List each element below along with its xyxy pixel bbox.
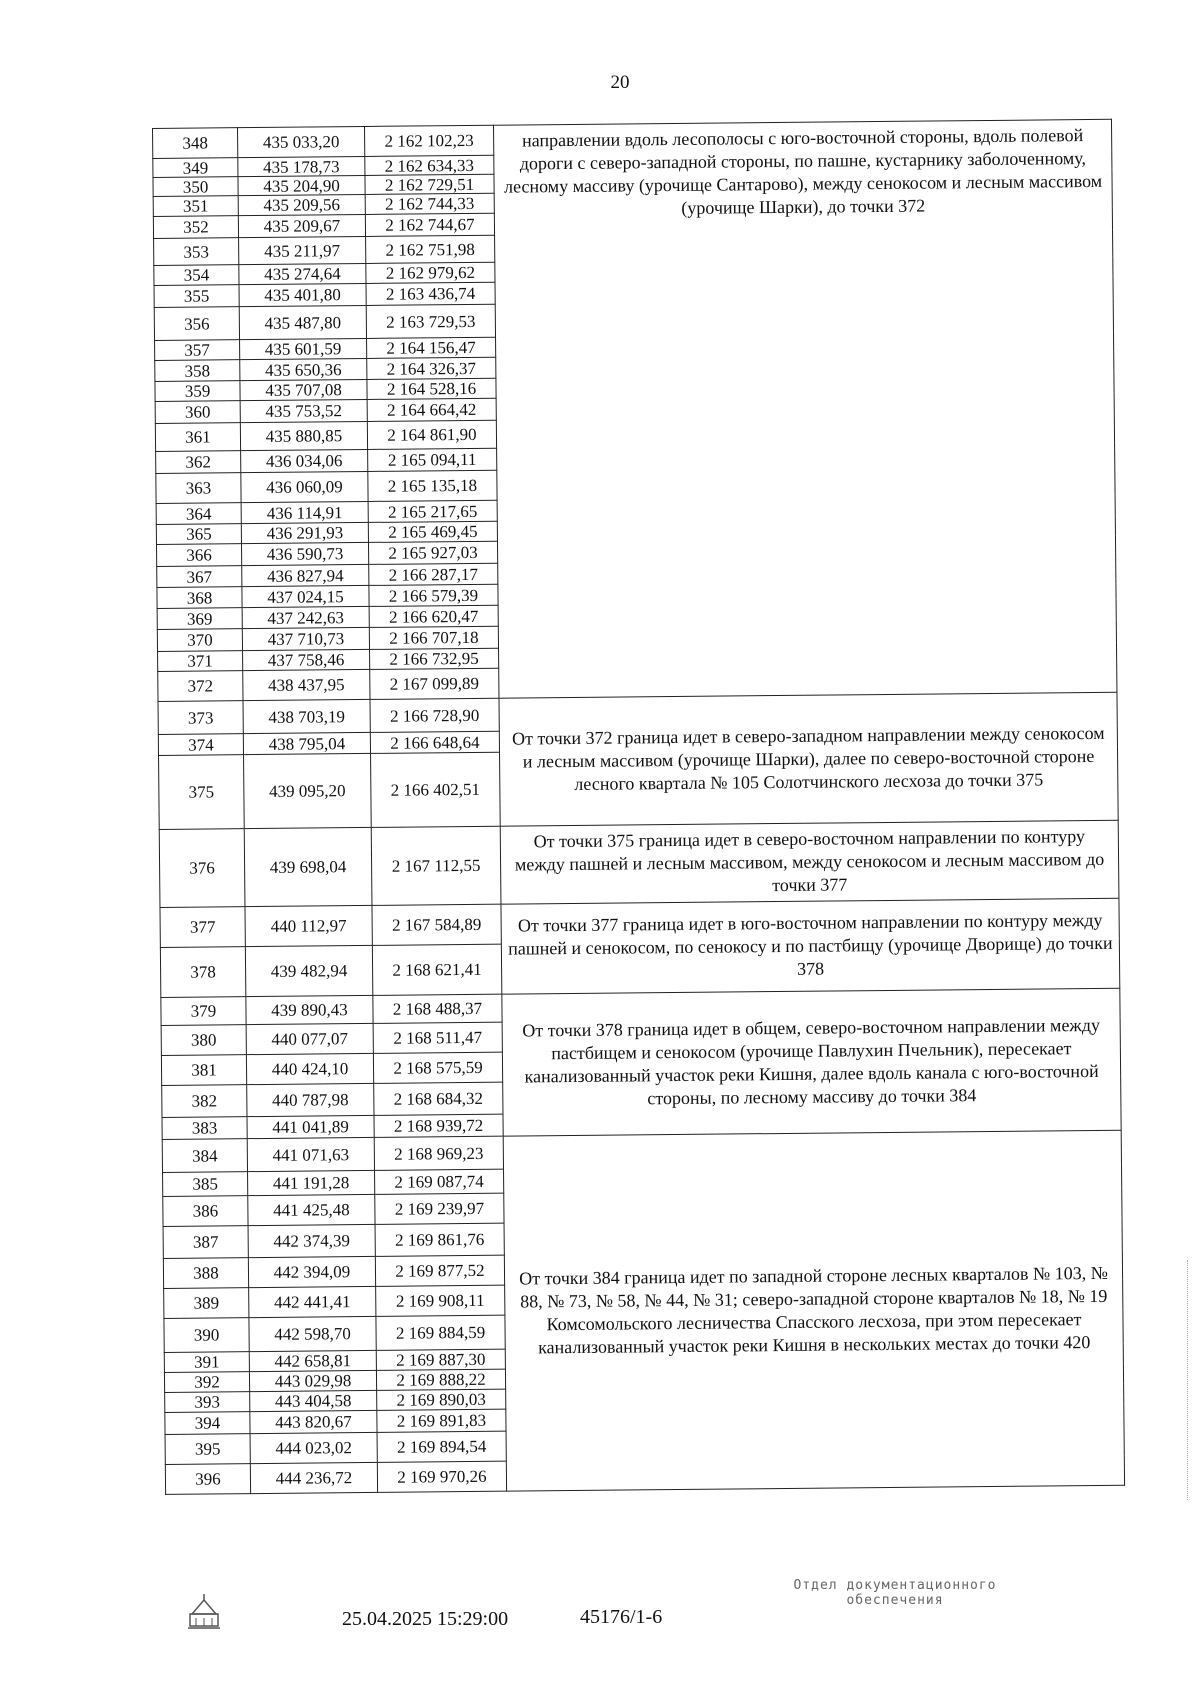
y-coordinate-cell: 2 164 156,47 bbox=[367, 337, 496, 358]
y-coordinate-cell: 2 164 861,90 bbox=[367, 420, 496, 449]
point-number-cell: 352 bbox=[153, 216, 238, 239]
x-coordinate-cell: 442 658,81 bbox=[249, 1350, 376, 1371]
point-number-cell: 360 bbox=[155, 401, 240, 424]
y-coordinate-cell: 2 162 979,62 bbox=[366, 262, 495, 283]
y-coordinate-cell: 2 167 584,89 bbox=[372, 904, 501, 945]
x-coordinate-cell: 440 112,97 bbox=[245, 905, 372, 946]
y-coordinate-cell: 2 169 888,22 bbox=[376, 1369, 505, 1390]
x-coordinate-cell: 435 880,85 bbox=[240, 421, 367, 450]
footer-datetime: 25.04.2025 15:29:00 bbox=[342, 1608, 509, 1630]
x-coordinate-cell: 444 236,72 bbox=[250, 1462, 377, 1493]
x-coordinate-cell: 442 374,39 bbox=[248, 1224, 375, 1257]
x-coordinate-cell: 436 590,73 bbox=[241, 542, 368, 565]
point-number-cell: 374 bbox=[158, 734, 243, 756]
x-coordinate-cell: 439 095,20 bbox=[244, 753, 372, 828]
y-coordinate-cell: 2 169 087,74 bbox=[375, 1169, 504, 1194]
y-coordinate-cell: 2 162 729,51 bbox=[365, 174, 494, 194]
y-coordinate-cell: 2 166 648,64 bbox=[370, 731, 499, 753]
x-coordinate-cell: 443 820,67 bbox=[250, 1410, 377, 1433]
x-coordinate-cell: 441 071,63 bbox=[247, 1137, 374, 1171]
footer-document-code: 45176/1-6 bbox=[580, 1606, 663, 1628]
y-coordinate-cell: 2 168 684,32 bbox=[374, 1082, 503, 1115]
x-coordinate-cell: 435 211,97 bbox=[239, 236, 366, 264]
point-number-cell: 396 bbox=[165, 1464, 250, 1495]
point-number-cell: 368 bbox=[157, 587, 242, 609]
table-row bbox=[153, 119, 1112, 158]
x-coordinate-cell: 441 191,28 bbox=[248, 1170, 375, 1195]
x-coordinate-cell: 435 707,08 bbox=[240, 379, 367, 400]
point-number-cell: 355 bbox=[154, 285, 239, 308]
point-number-cell: 376 bbox=[159, 829, 245, 908]
point-number-cell: 392 bbox=[164, 1372, 249, 1393]
point-number-cell: 377 bbox=[160, 907, 245, 948]
y-coordinate-cell: 2 169 890,03 bbox=[377, 1389, 506, 1410]
y-coordinate-cell: 2 167 112,55 bbox=[371, 826, 501, 905]
x-coordinate-cell: 437 710,73 bbox=[242, 627, 369, 650]
y-coordinate-cell: 2 163 729,53 bbox=[366, 304, 495, 338]
y-coordinate-cell: 2 168 488,37 bbox=[373, 994, 502, 1023]
point-number-cell: 378 bbox=[160, 947, 245, 998]
x-coordinate-cell: 441 425,48 bbox=[248, 1194, 375, 1225]
point-number-cell: 365 bbox=[156, 524, 241, 545]
point-number-cell: 357 bbox=[155, 340, 240, 361]
coordinates-table-body bbox=[153, 119, 1125, 1494]
x-coordinate-cell: 435 033,20 bbox=[238, 126, 365, 157]
y-coordinate-cell: 2 169 970,26 bbox=[377, 1461, 506, 1492]
x-coordinate-cell: 440 424,10 bbox=[246, 1053, 373, 1084]
point-number-cell: 379 bbox=[161, 997, 246, 1026]
point-number-cell: 391 bbox=[164, 1352, 249, 1373]
x-coordinate-cell: 438 437,95 bbox=[243, 669, 370, 700]
point-number-cell: 362 bbox=[156, 451, 241, 474]
table-row bbox=[159, 820, 1119, 907]
y-coordinate-cell: 2 169 908,11 bbox=[376, 1285, 505, 1316]
x-coordinate-cell: 436 114,91 bbox=[241, 501, 368, 523]
point-number-cell: 367 bbox=[157, 566, 242, 588]
point-number-cell: 395 bbox=[165, 1434, 250, 1465]
y-coordinate-cell: 2 168 969,23 bbox=[374, 1136, 503, 1170]
coordinates-table bbox=[152, 119, 1125, 1495]
x-coordinate-cell: 435 487,80 bbox=[239, 305, 366, 339]
x-coordinate-cell: 437 758,46 bbox=[243, 649, 370, 670]
y-coordinate-cell: 2 169 894,54 bbox=[377, 1431, 506, 1462]
point-number-cell: 369 bbox=[157, 608, 242, 630]
point-number-cell: 381 bbox=[161, 1055, 246, 1086]
point-number-cell: 375 bbox=[159, 755, 245, 830]
stamp-line-1: Отдел документационного bbox=[793, 1578, 997, 1593]
y-coordinate-cell: 2 167 099,89 bbox=[370, 668, 499, 699]
y-coordinate-cell: 2 165 217,65 bbox=[368, 500, 497, 522]
y-coordinate-cell: 2 164 326,37 bbox=[367, 357, 496, 379]
table-row bbox=[160, 898, 1119, 947]
x-coordinate-cell: 436 827,94 bbox=[242, 564, 369, 586]
y-coordinate-cell: 2 163 436,74 bbox=[366, 282, 495, 305]
x-coordinate-cell: 436 291,93 bbox=[241, 522, 368, 543]
point-number-cell: 370 bbox=[157, 629, 242, 652]
x-coordinate-cell: 435 209,67 bbox=[238, 214, 365, 237]
x-coordinate-cell: 435 209,56 bbox=[238, 194, 365, 215]
y-coordinate-cell: 2 169 884,59 bbox=[376, 1315, 505, 1350]
point-number-cell: 371 bbox=[158, 651, 243, 672]
y-coordinate-cell: 2 166 579,39 bbox=[369, 584, 498, 606]
point-number-cell: 361 bbox=[155, 423, 240, 452]
y-coordinate-cell: 2 169 239,97 bbox=[375, 1193, 504, 1224]
point-number-cell: 354 bbox=[154, 265, 239, 286]
y-coordinate-cell: 2 169 887,30 bbox=[376, 1349, 505, 1370]
y-coordinate-cell: 2 169 891,83 bbox=[377, 1409, 506, 1432]
point-number-cell: 364 bbox=[156, 503, 241, 525]
x-coordinate-cell: 439 890,43 bbox=[246, 995, 373, 1024]
point-number-cell: 359 bbox=[155, 381, 240, 402]
point-number-cell: 366 bbox=[156, 544, 241, 567]
y-coordinate-cell: 2 162 751,98 bbox=[366, 235, 495, 263]
x-coordinate-cell: 435 753,52 bbox=[240, 399, 367, 422]
x-coordinate-cell: 442 441,41 bbox=[249, 1286, 376, 1317]
x-coordinate-cell: 439 698,04 bbox=[244, 827, 372, 906]
y-coordinate-cell: 2 165 927,03 bbox=[368, 541, 497, 564]
boundary-description-cell: направлении вдоль лесополосы с юго-восточной стороны, вдоль полевой дороги с северо-западной стороны, по пашне, кустарнику заболоченному, лесному массиву (урочище Сантарово), между сенокосом и лесным массивом (урочище Шарки), до точки 372 bbox=[493, 119, 1116, 698]
y-coordinate-cell: 2 165 135,18 bbox=[368, 470, 497, 501]
point-number-cell: 351 bbox=[153, 196, 238, 217]
y-coordinate-cell: 2 162 744,33 bbox=[365, 193, 494, 214]
x-coordinate-cell: 439 482,94 bbox=[245, 945, 372, 996]
y-coordinate-cell: 2 165 469,45 bbox=[368, 521, 497, 542]
x-coordinate-cell: 436 060,09 bbox=[241, 471, 368, 502]
x-coordinate-cell: 435 601,59 bbox=[240, 338, 367, 359]
x-coordinate-cell: 443 029,98 bbox=[249, 1370, 376, 1391]
point-number-cell: 363 bbox=[156, 473, 241, 504]
boundary-description-cell: От точки 378 граница идет в общем, северо-восточном направлении между пастбищем и сенокосом (урочище Павлухин Пчельник), пересекает канализованный участок реки Кишня, далее вдоль канала с юго-восточной стороны, по лесному массиву до точки 384 bbox=[502, 988, 1121, 1136]
x-coordinate-cell: 435 178,73 bbox=[238, 156, 365, 176]
x-coordinate-cell: 435 401,80 bbox=[239, 283, 366, 306]
point-number-cell: 353 bbox=[154, 238, 239, 266]
point-number-cell: 382 bbox=[162, 1085, 247, 1118]
margin-marks bbox=[1187, 1260, 1192, 1500]
point-number-cell: 358 bbox=[155, 360, 240, 382]
point-number-cell: 372 bbox=[158, 671, 243, 702]
x-coordinate-cell: 438 795,04 bbox=[243, 732, 370, 754]
point-number-cell: 356 bbox=[154, 307, 239, 341]
stamp-line-2: обеспечения bbox=[846, 1593, 944, 1608]
y-coordinate-cell: 2 166 402,51 bbox=[371, 752, 501, 827]
x-coordinate-cell: 435 274,64 bbox=[239, 263, 366, 284]
point-number-cell: 390 bbox=[164, 1318, 249, 1353]
x-coordinate-cell: 438 703,19 bbox=[243, 699, 370, 733]
point-number-cell: 385 bbox=[163, 1172, 248, 1197]
point-number-cell: 348 bbox=[153, 128, 238, 159]
point-number-cell: 386 bbox=[163, 1196, 248, 1227]
point-number-cell: 388 bbox=[163, 1258, 248, 1289]
y-coordinate-cell: 2 166 732,95 bbox=[370, 648, 499, 669]
y-coordinate-cell: 2 169 877,52 bbox=[375, 1255, 504, 1286]
point-number-cell: 373 bbox=[158, 701, 243, 735]
x-coordinate-cell: 436 034,06 bbox=[241, 449, 368, 472]
y-coordinate-cell: 2 166 707,18 bbox=[369, 626, 498, 649]
boundary-description-cell: От точки 372 граница идет в северо-западном направлении между сенокосом и лесным массивом (урочище Шарки), далее по северо-восточной стороне лесного квартала № 105 Солотчинского лесхоза до точки 375 bbox=[499, 692, 1118, 826]
y-coordinate-cell: 2 166 620,47 bbox=[369, 605, 498, 627]
y-coordinate-cell: 2 166 287,17 bbox=[369, 563, 498, 585]
point-number-cell: 394 bbox=[165, 1412, 250, 1435]
x-coordinate-cell: 441 041,89 bbox=[247, 1115, 374, 1138]
emblem-icon bbox=[186, 1592, 222, 1630]
point-number-cell: 383 bbox=[162, 1117, 247, 1140]
point-number-cell: 380 bbox=[161, 1025, 246, 1056]
x-coordinate-cell: 437 242,63 bbox=[242, 606, 369, 628]
y-coordinate-cell: 2 168 621,41 bbox=[372, 944, 501, 995]
x-coordinate-cell: 444 023,02 bbox=[250, 1432, 377, 1463]
y-coordinate-cell: 2 162 102,23 bbox=[364, 125, 493, 156]
x-coordinate-cell: 435 650,36 bbox=[240, 358, 367, 380]
department-stamp bbox=[750, 1578, 1040, 1608]
point-number-cell: 387 bbox=[163, 1226, 248, 1259]
x-coordinate-cell: 435 204,90 bbox=[238, 175, 365, 195]
x-coordinate-cell: 440 077,07 bbox=[246, 1023, 373, 1054]
x-coordinate-cell: 443 404,58 bbox=[250, 1390, 377, 1411]
point-number-cell: 384 bbox=[162, 1139, 247, 1173]
boundary-description-cell: От точки 377 граница идет в юго-восточном направлении по контуру между пашней и сенокосом, по сенокосу и по пастбищу (урочище Дворище) до точки 378 bbox=[501, 898, 1120, 994]
x-coordinate-cell: 442 394,09 bbox=[248, 1256, 375, 1287]
boundary-description-cell: От точки 384 граница идет по западной стороне лесных кварталов № 103, № 88, № 73, № 58, № 44, № 31; северо-западной стороне кварталов № 18, № 19 Комсомольского лесничества Спасского лесхоза, при этом пересекает канализованный участок реки Кишня в нескольких местах до точки 420 bbox=[503, 1130, 1124, 1491]
point-number-cell: 349 bbox=[153, 158, 238, 178]
point-number-cell: 393 bbox=[165, 1392, 250, 1413]
point-number-cell: 389 bbox=[164, 1288, 249, 1319]
y-coordinate-cell: 2 164 664,42 bbox=[367, 398, 496, 421]
y-coordinate-cell: 2 166 728,90 bbox=[370, 698, 499, 732]
y-coordinate-cell: 2 168 511,47 bbox=[373, 1022, 502, 1053]
y-coordinate-cell: 2 164 528,16 bbox=[367, 378, 496, 399]
x-coordinate-cell: 437 024,15 bbox=[242, 585, 369, 607]
page-number: 20 bbox=[610, 72, 630, 93]
y-coordinate-cell: 2 168 939,72 bbox=[374, 1114, 503, 1137]
point-number-cell: 350 bbox=[153, 177, 238, 197]
y-coordinate-cell: 2 169 861,76 bbox=[375, 1223, 504, 1256]
y-coordinate-cell: 2 162 744,67 bbox=[365, 213, 494, 236]
y-coordinate-cell: 2 168 575,59 bbox=[373, 1052, 502, 1083]
y-coordinate-cell: 2 165 094,11 bbox=[368, 448, 497, 471]
boundary-description-cell: От точки 375 граница идет в северо-восточном направлении по контуру между пашней и лесным массивом, между сенокосом и лесным массивом до точки 377 bbox=[500, 820, 1119, 904]
x-coordinate-cell: 440 787,98 bbox=[247, 1083, 374, 1116]
x-coordinate-cell: 442 598,70 bbox=[249, 1316, 376, 1351]
y-coordinate-cell: 2 162 634,33 bbox=[365, 155, 494, 175]
